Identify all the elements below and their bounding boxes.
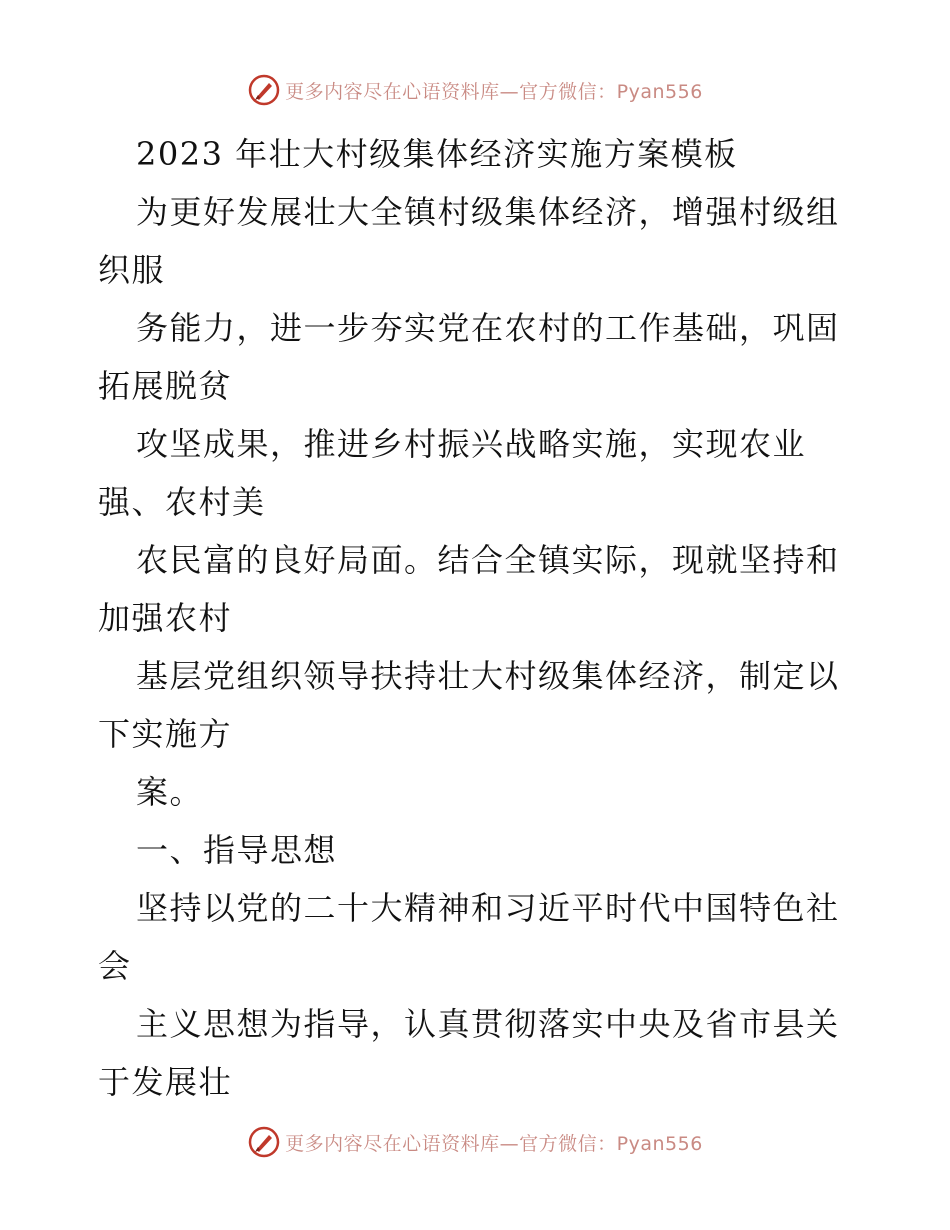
paragraph-line: 主义思想为指导，认真贯彻落实中央及省市县关 bbox=[136, 1005, 840, 1043]
watermark-text: 更多内容尽在心语资料库—官方微信：Pyan556 bbox=[285, 1132, 703, 1155]
paragraph-line: 为更好发展壮大全镇村级集体经济，增强村级组 bbox=[136, 193, 840, 231]
paragraph-line: 攻坚成果，推进乡村振兴战略实施，实现农业 bbox=[136, 425, 807, 463]
paragraph-line: 农民富的良好局面。结合全镇实际，现就坚持和 bbox=[136, 541, 840, 579]
paragraph-line: 织服 bbox=[98, 251, 166, 289]
paragraph-line: 下实施方 bbox=[98, 715, 233, 753]
section-heading: 一、指导思想 bbox=[136, 831, 338, 869]
paragraph-line: 务能力，进一步夯实党在农村的工作基础，巩固 bbox=[136, 309, 840, 347]
paragraph-line: 拓展脱贫 bbox=[98, 367, 233, 405]
paragraph-line: 会 bbox=[98, 947, 132, 985]
paragraph-line: 案。 bbox=[136, 773, 204, 811]
paragraph-line: 于发展壮 bbox=[98, 1063, 233, 1101]
document-title: 2023 年壮大村级集体经济实施方案模板 bbox=[136, 135, 738, 173]
header-watermark bbox=[0, 70, 950, 110]
paragraph-line: 坚持以党的二十大精神和习近平时代中国特色社 bbox=[136, 889, 840, 927]
watermark-text: 更多内容尽在心语资料库—官方微信：Pyan556 bbox=[285, 80, 703, 103]
paragraph-line: 基层党组织领导扶持壮大村级集体经济，制定以 bbox=[136, 657, 840, 695]
pen-logo-icon bbox=[247, 73, 281, 107]
paragraph-line: 强、农村美 bbox=[98, 483, 266, 521]
paragraph-line: 加强农村 bbox=[98, 599, 233, 637]
document-body bbox=[98, 125, 858, 1111]
footer-watermark bbox=[0, 1122, 950, 1162]
pen-logo-icon bbox=[247, 1125, 281, 1159]
